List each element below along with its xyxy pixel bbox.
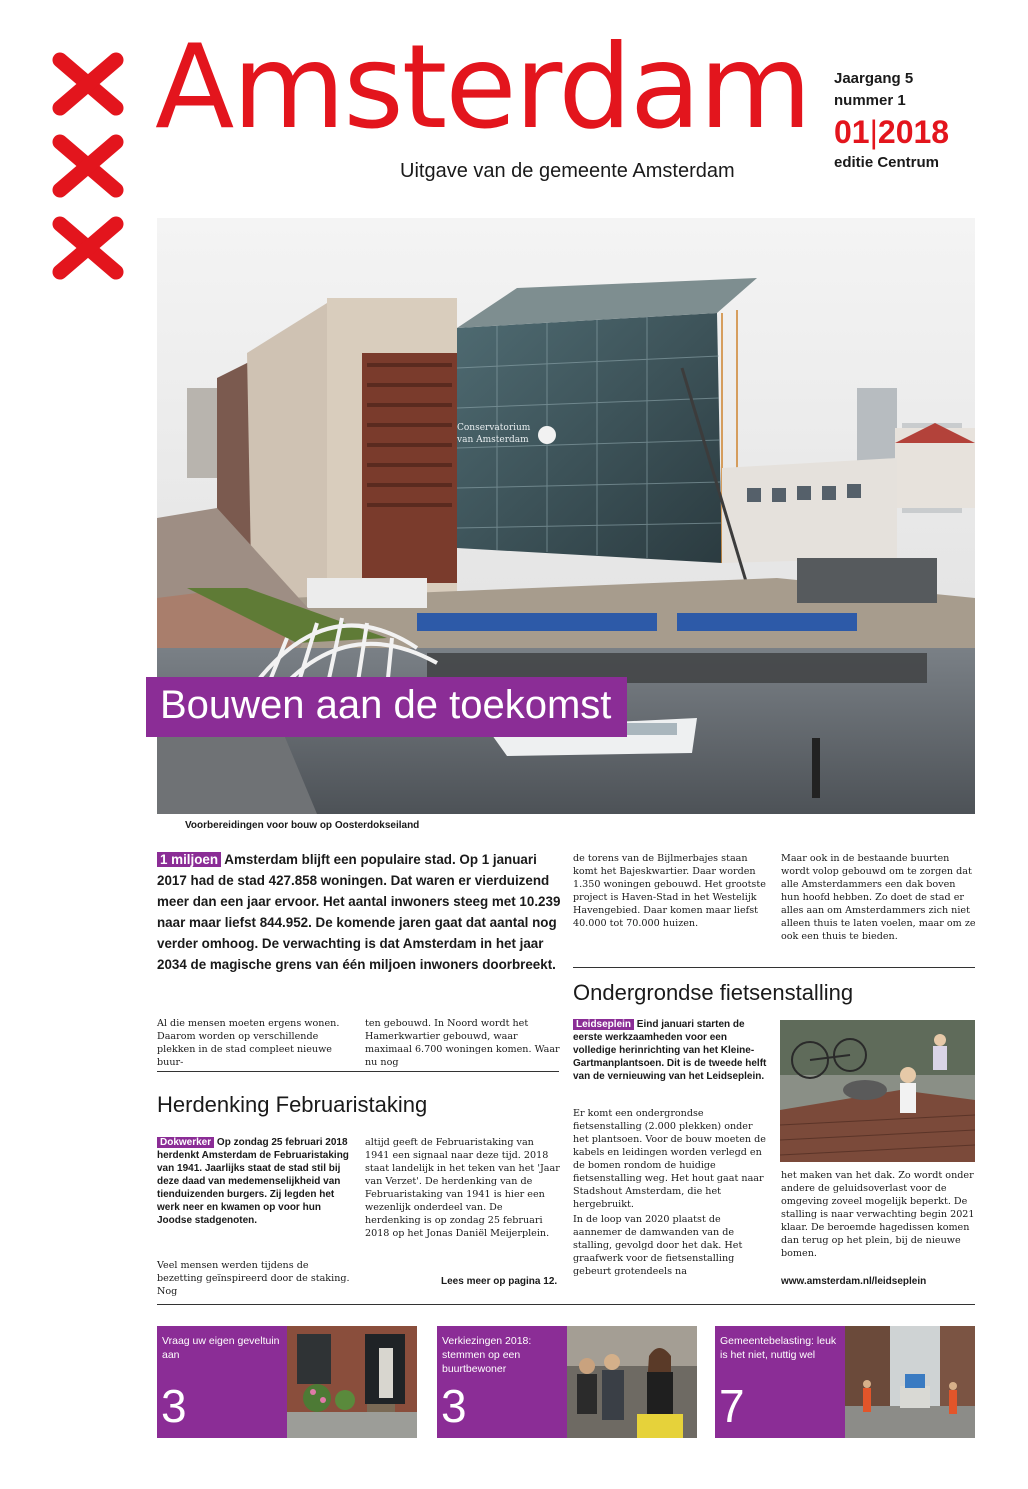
section-divider xyxy=(573,967,975,968)
garden-photo-illustration xyxy=(287,1326,417,1438)
bike-article-col2: het maken van het dak. Zo wordt onder andere de geluidsoverlast voor de omgeving zoveel mogelijk beperkt. De stalling is naar verwachting begin 2021 klaar. De beroemde hagedissen komen dan terug op het plein, bij de nieuwe bomen. xyxy=(781,1170,975,1259)
hero-headline: Bouwen aan de toekomst xyxy=(146,677,627,737)
bike-article-tag: Leidseplein xyxy=(573,1019,634,1030)
strike-article-title: Herdenking Februaristaking xyxy=(157,1092,428,1117)
issue-number: nummer 1 xyxy=(834,92,906,109)
leidseplein-photo-illustration xyxy=(780,1020,975,1162)
hero-caption: Voorbereidingen voor bouw op Oosterdokseiland xyxy=(185,820,420,831)
lead-article-col3: de torens van de Bijlmerbajes staan komt het Bajeskwartier. Daar worden 1.350 woningen gebouwd. Het grootste project is Haven-Stad in het Westelijk Havengebied. Daar komen maar liefst 40.000 tot 70.000 huizen. xyxy=(573,853,766,929)
strike-article-lead: Op zondag 25 februari 2018 herdenkt Amsterdam de Februaristaking van 1941. Jaarlijks staat de stad stil bij deze daad van medemenselijkheid van tienduizenden burgers. Zij legden het werk neer en kwamen op voor hun Joodse stadgenoten. xyxy=(157,1137,349,1226)
teaser-photo-elections[interactable] xyxy=(567,1326,697,1438)
read-more-link[interactable]: Lees meer op pagina 12. xyxy=(441,1276,558,1287)
street-cleaning-photo-illustration xyxy=(845,1326,975,1438)
issue-edition: editie Centrum xyxy=(834,154,940,171)
teaser-box-taxes[interactable] xyxy=(715,1326,845,1438)
elections-photo-illustration xyxy=(567,1326,697,1438)
teaser-label: Gemeentebelasting: leuk is het niet, nuttig wel xyxy=(720,1335,837,1361)
teaser-page-number: 3 xyxy=(161,1380,187,1432)
bike-article-lead: Eind januari starten de eerste werkzaamheden voor een volledige herinrichting van het Kleine-Gartmanplantsoen. Dit is de tweede helft van de vernieuwing van het Leidseplein. xyxy=(573,1019,767,1082)
issue-info xyxy=(834,68,949,174)
issue-date-separator: | xyxy=(869,114,878,150)
section-divider xyxy=(157,1071,559,1072)
bike-article-intro xyxy=(573,1018,768,1083)
teaser-label: Verkiezingen 2018: stemmen op een buurtbewoner xyxy=(442,1335,532,1375)
svg-text:van Amsterdam: van Amsterdam xyxy=(457,435,529,445)
lead-article-col4: Maar ook in de bestaande buurten wordt volop gebouwd om te zorgen dat alle Amsterdammers een dak boven hun hoofd hebben. Zo doet de stad er alles aan om Amsterdammers zich niet alleen thuis te laten voelen, maar om ze ook een thuis te bieden. xyxy=(781,853,976,942)
strike-article-col2: altijd geeft de Februaristaking van 1941 een signaal naar deze tijd. 2018 staat landelijk in het teken van het 'Jaar van Verzet'. De herdenking van de Februaristaking van 1941 is hier een wezenlijk onderdeel van. De herdenking is op zondag 25 februari 2018 op het Jonas Daniël Meijerplein. xyxy=(365,1137,560,1239)
teaser-box-elections[interactable] xyxy=(437,1326,567,1438)
teaser-page-number: 3 xyxy=(441,1380,467,1432)
teaser-box-garden[interactable] xyxy=(157,1326,287,1438)
issue-date-month: 01 xyxy=(834,114,870,150)
strike-article-col1: Veel mensen werden tijdens de bezetting geïnspireerd door de staking. Nog xyxy=(157,1260,350,1297)
issue-volume: Jaargang 5 xyxy=(834,70,914,87)
lead-article-tag: 1 miljoen xyxy=(157,852,221,867)
issue-date-year: 2018 xyxy=(877,114,950,150)
masthead-title: Amsterdam xyxy=(155,20,811,155)
strike-article-tag: Dokwerker xyxy=(157,1137,214,1148)
lead-article-text: Amsterdam blijft een populaire stad. Op 1 januari 2017 had de stad 427.858 woningen. Dat waren er vierduizend meer dan een jaar ervoor. Het aantal inwoners steeg met 10.239 naar maar liefst 844.952. De komende jaren gaat dat aantal nog verder omhoog. De verwachting is dat Amsterdam in het jaar 2034 de magische grens van één miljoen inwoners doorbreekt. xyxy=(157,852,561,972)
issue-date xyxy=(834,112,949,152)
masthead-subtitle: Uitgave van de gemeente Amsterdam xyxy=(400,160,735,182)
section-divider xyxy=(157,1304,975,1305)
city-logo-x-icon xyxy=(50,216,126,280)
city-logo-x-icon xyxy=(50,134,126,198)
strike-article-intro xyxy=(157,1136,352,1227)
leidseplein-link[interactable]: www.amsterdam.nl/leidseplein xyxy=(781,1276,927,1287)
bike-article-title: Ondergrondse fietsenstalling xyxy=(573,980,854,1005)
teaser-photo-garden[interactable] xyxy=(287,1326,417,1438)
teaser-label: Vraag uw eigen geveltuin aan xyxy=(162,1335,280,1361)
leidseplein-photo xyxy=(780,1020,975,1162)
teaser-page-number: 7 xyxy=(719,1380,745,1432)
city-logo-x-icon xyxy=(50,52,126,116)
lead-article-intro xyxy=(157,849,562,975)
bike-article-col1b: In de loop van 2020 plaatst de aannemer de damwanden van de stalling, gevolgd door het dak. Het graafwerk voor de fietsenstalling gebeurt grotendeels na xyxy=(573,1214,743,1277)
bike-article-col1a: Er komt een ondergrondse fietsenstalling (2.000 plekken) onder het plantsoen. Voor de bouw moeten de kabels en leidingen worden verlegd en de bomen rondom de huidige fietsenstalling weg. Het hout gaat naar Stadshout Amsterdam, die het hergebruikt. xyxy=(573,1108,766,1210)
lead-article-col1: Al die mensen moeten ergens wonen. Daarom worden op verschillende plekken in de stad compleet nieuwe buur- xyxy=(157,1018,340,1068)
building-sign-text: Conservatorium xyxy=(457,423,531,433)
lead-article-col2: ten gebouwd. In Noord wordt het Hamerkwartier gebouwd, waar maximaal 6.700 woningen komen. Waar nu nog xyxy=(365,1018,560,1068)
teaser-photo-taxes[interactable] xyxy=(845,1326,975,1438)
